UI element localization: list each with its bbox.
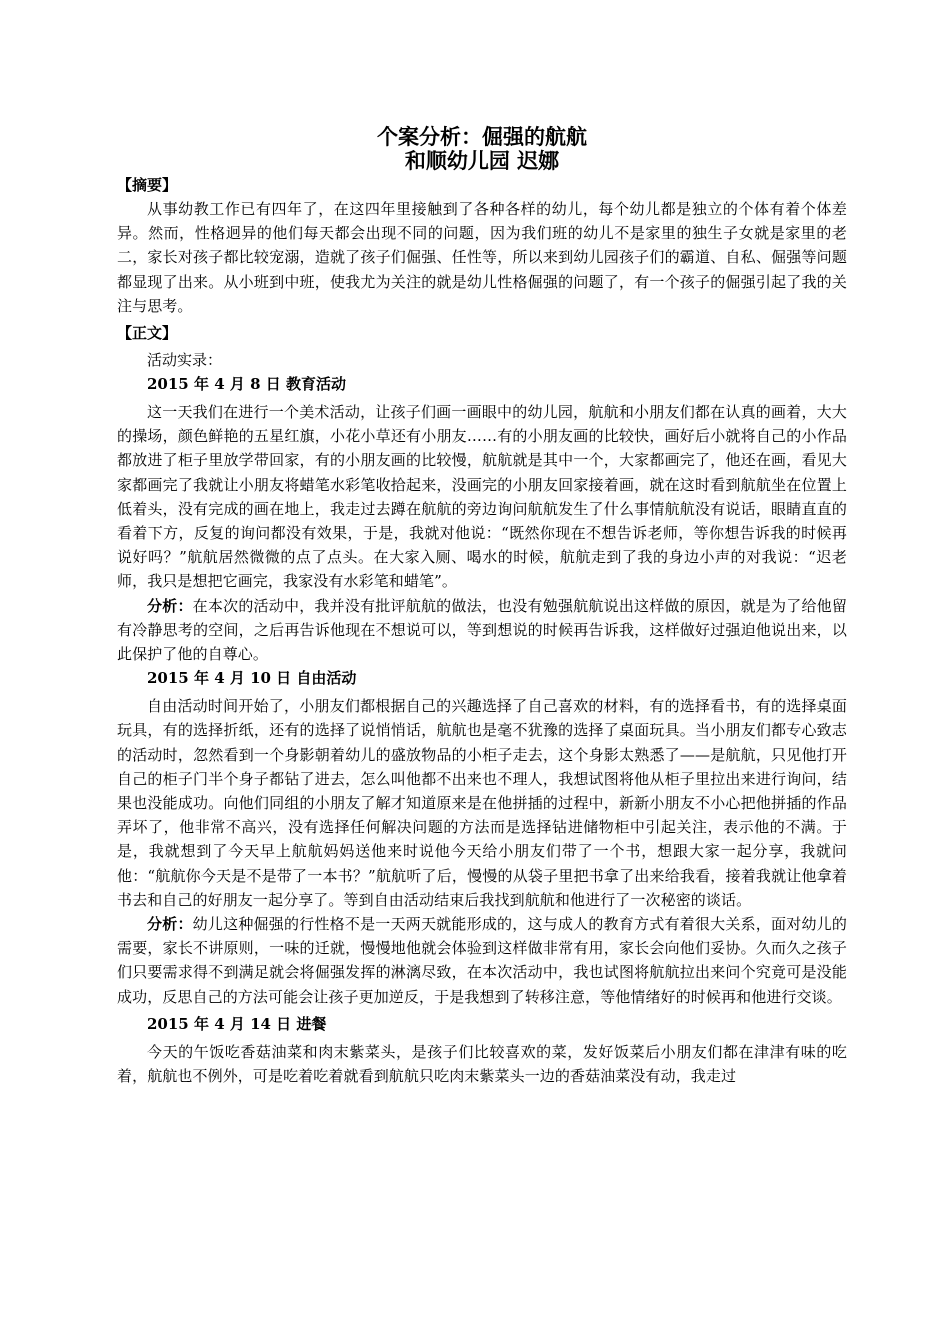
body-heading: 【正文】 [117, 324, 178, 343]
abstract-heading: 【摘要】 [117, 176, 178, 194]
analysis-text: 在本次的活动中，我并没有批评航航的做法，也没有勉强航航说出这样做的原因，就是为了给他留有冷静思考的空间，之后再告诉他现在不想说可以，等到想说的时候再告诉我，这样做好过强迫他说出来，以此保护了他的自尊心。 [117, 596, 847, 664]
section-narrative: 今天的午饭吃香菇油菜和肉末紫菜头，是孩子们比较喜欢的菜，发好饭菜后小朋友们都在津津有味的吃着，航航也不例外，可是吃着吃着就看到航航只吃肉末紫菜头一边的香菇油菜没有动，我走过 [117, 1042, 847, 1086]
analysis-label: 分析： [147, 915, 193, 934]
section-date-heading: 2015 年 4 月 10 日 自由活动 [147, 669, 357, 688]
document-title: 个案分析：倔强的航航 [377, 124, 587, 149]
analysis-text: 幼儿这种倔强的行性格不是一天两天就能形成的，这与成人的教育方式有着很大关系，面对幼儿的需要，家长不讲原则，一味的迁就，慢慢地他就会体验到这样做非常有用，家长会向他们妥协。久而久之孩子们只要需求得不到满足就会将倔强发挥的淋漓尽致，在本次活动中，我也试图将航航拉出来问个究竟可是没能成功，反思自己的方法可能会让孩子更加逆反，于是我想到了转移注意，等他情绪好的时候再和他进行交谈。 [117, 915, 847, 1006]
section-analysis [117, 594, 847, 667]
section-narrative: 自由活动时间开始了，小朋友们都根据自己的兴趣选择了自己喜欢的材料，有的选择看书，有的选择桌面玩具，有的选择折纸，还有的选择了说悄悄话，航航也是毫不犹豫的选择了桌面玩具。当小朋友们都专心致志的活动时，忽然看到一个身影朝着幼儿的盛放物品的小柜子走去，这个身影太熟悉了——是航航，只见他打开自己的柜子门半个身子都钻了进去，怎么叫他都不出来也不理人，我想试图将他从柜子里拉出来进行询问，结果也没能成功。向他们同组的小朋友了解才知道原来是在他拼插的过程中，新新小朋友不小心把他拼插的作品弄坏了，他非常不高兴，没有选择任何解决问题的方法而是选择钻进储物柜中引起关注，表示他的不满。于是，我就想到了今天早上航航妈妈送他来时说他今天给小朋友们带了一个书，想跟大家一起分享，我就问他：“航航你今天是不是带了一本书？”航航听了后，慢慢的从袋子里把书拿了出来给我看，接着我就让他拿着书去和自己的好朋友一起分享了。等到自由活动结束后我找到航航和他进行了一次秘密的谈话。 [117, 697, 847, 909]
abstract-paragraph: 从事幼教工作已有四年了，在这四年里接触到了各种各样的幼儿，每个幼儿都是独立的个体有着个体差异。然而，性格迥异的他们每天都会出现不同的问题，因为我们班的幼儿不是家里的独生子女就是家里的老二，家长对孩子都比较宠溺，造就了孩子们倔强、任性等，所以来到幼儿园孩子们的霸道、自私、倔强等问题都显现了出来。从小班到中班，使我尤为关注的就是幼儿性格倔强的问题了，有一个孩子的倔强引起了我的关注与思考。 [117, 200, 847, 315]
section-date-heading: 2015 年 4 月 14 日 进餐 [147, 1014, 327, 1033]
author-line: 和顺幼儿园 迟娜 [404, 148, 560, 173]
document-content [117, 125, 847, 1088]
section-analysis [117, 912, 847, 1009]
section-narrative: 这一天我们在进行一个美术活动，让孩子们画一画眼中的幼儿园，航航和小朋友们都在认真的画着，大大的操场，颜色鲜艳的五星红旗，小花小草还有小朋友……有的小朋友画的比较快，画好后小就将自己的小作品都放进了柜子里放学带回家，有的小朋友画的比较慢，航航就是其中一个，大家都画完了，他还在画，看见大家都画完了我就让小朋友将蜡笔水彩笔收拾起来，没画完的小朋友回家接着画，就在这时看到航航坐在位置上低着头，没有完成的画在地上，我走过去蹲在航航的旁边询问航航发生了什么事情航航没有说话，眼睛直直的看着下方，反复的询问都没有效果，于是，我就对他说：“既然你现在不想告诉老师，等你想告诉我的时候再说好吗？”航航居然微微的点了点头。在大家入厕、喝水的时候，航航走到了我的身边小声的对我说：“迟老师，我只是想把它画完，我家没有水彩笔和蜡笔”。 [117, 403, 847, 591]
record-intro: 活动实录： [147, 351, 223, 370]
section-date-heading: 2015 年 4 月 8 日 教育活动 [147, 375, 346, 394]
analysis-label: 分析： [147, 596, 193, 615]
